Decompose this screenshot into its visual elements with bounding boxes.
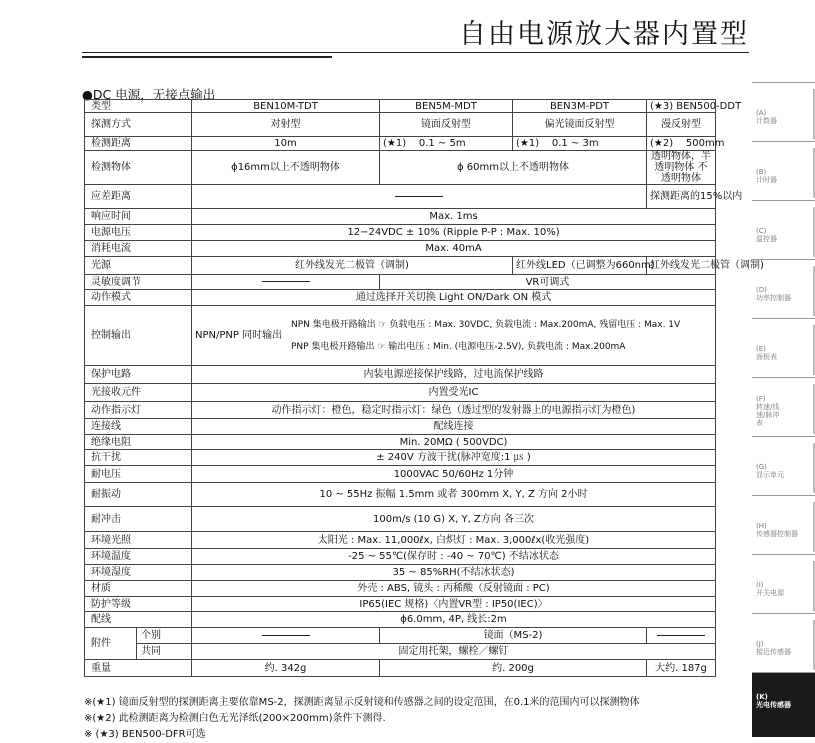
label-type: 类型 [85,100,192,113]
label-light-source: 光源 [85,257,192,275]
sidebar-code: (B) [756,168,767,176]
hysteresis-value: 探测距离的15%以内 [647,185,716,209]
model-3: BEN3M-PDT [513,100,647,113]
row-mode [85,290,716,306]
label-indicator: 动作指示灯 [85,402,192,419]
dash-mark [395,196,443,197]
model-2: BEN5M-MDT [380,100,513,113]
light-source-3: 红外线发光二极管（调制) [647,257,716,275]
weight-1: 约. 342g [192,660,380,677]
sidebar-label: 接近传感器 [756,648,791,656]
distance-3-note: (★1) [516,138,540,149]
row-withstand [85,466,716,483]
vibration-value: 10 ~ 55Hz 振幅 1.5mm 或者 300mm X, Y, Z 方向 2小时 [192,483,716,507]
label-current: 消耗电流 [85,241,192,257]
label-humidity: 环境湿度 [85,565,192,581]
accessory-common-value: 固定用托架，螺栓／螺钉 [192,644,716,660]
distance-2-value: 0.1 ~ 5m [418,138,466,149]
sidebar-code: (K) [756,693,768,701]
control-prefix: NPN/PNP 同时输出 [195,330,283,341]
sidebar-item-power-controller[interactable] [752,259,815,318]
row-sensitivity [85,275,716,290]
sidebar-item-display-unit[interactable] [752,436,815,495]
ambient-light-value: 太阳光 : Max. 11,000ℓx, 白炽灯 : Max. 3,000ℓx(收光强度) [192,532,716,549]
row-control [85,306,716,366]
label-accessory: 附件 [85,628,137,660]
sidebar-item-temp-controller[interactable] [752,200,815,259]
label-vibration: 耐振动 [85,483,192,507]
sensitivity-empty [192,275,380,290]
label-material: 材质 [85,581,192,597]
sidebar-code: (H) [756,522,767,530]
label-detect-method: 探测方式 [85,113,192,137]
label-shock: 耐冲击 [85,507,192,532]
object-3: 透明物体，半透明物体 不透明物体 [647,151,716,185]
row-indicator [85,402,716,419]
shock-value: 100m/s (10 G) X, Y, Z方向 各三次 [192,507,716,532]
label-sensitivity: 灵敏度调节 [85,275,192,290]
row-response [85,209,716,225]
sidebar-item-panel-meter[interactable] [752,318,815,377]
humidity-value: 35 ~ 85%RH(不结冰状态) [192,565,716,581]
row-protection [85,366,716,384]
row-hysteresis [85,185,716,209]
sidebar-label: 计时器 [756,176,777,184]
sidebar-label: 光电传感器 [756,701,791,709]
row-receiver [85,384,716,402]
dash-mark [262,635,310,636]
row-ambient-light [85,532,716,549]
detect-method-2: 镜面反射型 [380,113,513,137]
label-distance: 检测距离 [85,137,192,151]
spec-table [84,99,764,677]
sidebar-code: (D) [756,286,767,294]
label-object: 检测物体 [85,151,192,185]
row-voltage [85,225,716,241]
distance-4-note: (★2) [650,138,674,149]
label-response: 响应时间 [85,209,192,225]
noise-value: ± 240V 方波干扰(脉冲宽度:1 ㎲ ) [192,450,716,466]
sidebar-item-photo-sensor[interactable] [752,672,815,737]
row-rating [85,597,716,612]
label-temperature: 环境温度 [85,549,192,565]
accessory-individual-empty [192,628,380,644]
dash-mark [262,281,310,282]
sidebar-item-power-supply[interactable] [752,554,815,613]
dash-mark [657,635,705,636]
page-title: 自由电源放大器内置型 [459,19,749,50]
temperature-value: -25 ~ 55℃(保存时 : -40 ~ 70℃) 不结冰状态 [192,549,716,565]
row-temperature [85,549,716,565]
sidebar-label: 功率控制器 [756,294,791,302]
distance-1: 10m [192,137,380,151]
label-voltage: 电源电压 [85,225,192,241]
detect-method-4: 漫反射型 [647,113,716,137]
row-accessory-individual [85,628,716,644]
row-object [85,151,716,185]
label-protection: 保护电路 [85,366,192,384]
connection-value: 配线连接 [192,419,716,435]
sidebar-label: 显示单元 [756,471,784,479]
label-mode: 动作模式 [85,290,192,306]
response-value: Max. 1ms [192,209,716,225]
sidebar-label: 转速/线速/脉冲表 [756,403,780,427]
row-shock [85,507,716,532]
distance-2-note: (★1) [383,138,407,149]
control-value [192,306,716,366]
row-type [85,100,716,113]
row-humidity [85,565,716,581]
receiver-value: 内置受光IC [192,384,716,402]
label-hysteresis: 应差距离 [85,185,192,209]
sidebar-code: (G) [756,463,767,471]
row-weight [85,660,716,677]
distance-4-value: 500mm [685,138,725,149]
sidebar-item-timer[interactable] [752,141,815,200]
sidebar-code: (I) [756,581,764,589]
model-4: (★3) BEN500-DDT [647,100,716,113]
sidebar-label: 传感器控制器 [756,530,798,538]
insulation-value: Min. 20MΩ ( 500VDC) [192,435,716,450]
sidebar-item-counter[interactable] [752,82,815,141]
sidebar-label: 面板表 [756,353,777,361]
sensitivity-value: VR可调式 [380,275,716,290]
row-light-source [85,257,716,275]
sidebar-code: (E) [756,345,766,353]
row-connection [85,419,716,435]
row-current [85,241,716,257]
label-accessory-common: 共同 [137,644,192,660]
label-connection: 连接线 [85,419,192,435]
weight-3: 大约. 187g [647,660,716,677]
sidebar-code: (A) [756,109,767,117]
distance-3 [513,137,647,151]
label-ambient-light: 环境光照 [85,532,192,549]
row-accessory-common [85,644,716,660]
accessory-individual-empty-2 [647,628,716,644]
protection-value: 内装电源逆接保护线路，过电流保护线路 [192,366,716,384]
object-1: ϕ16mm以上不透明物体 [192,151,380,185]
sidebar-label: 开关电源 [756,589,784,597]
footnote-1: ※(★1) 镜面反射型的探测距离主要依靠MS-2，探测距离显示反射镜和传感器之间的设定范围，在0.1米的范围内可以探测物体 [84,697,640,708]
detect-method-3: 偏光镜面反射型 [513,113,647,137]
sidebar-item-sensor-controller[interactable] [752,495,815,554]
sidebar-code: (C) [756,227,767,235]
sidebar-code: (F) [756,395,766,403]
row-insulation [85,435,716,450]
footnote-2: ※(★2) 此检测距离为检测白色无光泽纸(200×200mm)条件下测得. [84,713,386,724]
sidebar-item-tachometer[interactable] [752,377,815,436]
object-2: ϕ 60mm以上不透明物体 [380,151,647,185]
distance-4 [647,137,725,151]
material-value: 外壳 : ABS, 镜头 : 丙稀酸（反射镜面 : PC) [192,581,716,597]
row-detect-method [85,113,716,137]
row-noise [85,450,716,466]
light-source-1: 红外线发光二极管（调制) [192,257,513,275]
sidebar-label: 温控器 [756,235,777,243]
title-rule [82,52,749,53]
title-accent-rule [82,56,332,58]
detect-method-1: 对射型 [192,113,380,137]
row-vibration [85,483,716,507]
row-material [85,581,716,597]
label-control: 控制输出 [85,306,192,366]
withstand-value: 1000VAC 50/60Hz 1分钟 [192,466,716,483]
hysteresis-empty [192,185,647,209]
label-withstand: 耐电压 [85,466,192,483]
label-weight: 重量 [85,660,192,677]
distance-2 [380,137,513,151]
accessory-individual-value: 镜面（MS-2) [380,628,647,644]
footnote-3: ※ (★3) BEN500-DFR可选 [84,729,206,740]
label-receiver: 光接收元件 [85,384,192,402]
row-distance [85,137,716,151]
label-wiring: 配线 [85,612,192,628]
label-noise: 抗干扰 [85,450,192,466]
sidebar-item-proximity-sensor[interactable] [752,613,815,672]
rating-value: IP65(IEC 规格)〈内置VR型 : IP50(IEC)〉 [192,597,716,612]
label-rating: 防护等级 [85,597,192,612]
label-insulation: 绝缘电阻 [85,435,192,450]
category-sidebar [752,82,815,737]
sidebar-label: 计数器 [756,117,777,125]
label-accessory-individual: 个别 [137,628,192,644]
distance-3-value: 0.1 ~ 3m [551,138,599,149]
sidebar-code: (J) [756,640,764,648]
mode-value: 通过选择开关切换 Light ON/Dark ON 模式 [192,290,716,306]
current-value: Max. 40mA [192,241,716,257]
light-source-2: 红外线LED（已调整为660nm) [513,257,647,275]
row-wiring [85,612,716,628]
control-npn-line: NPN 集电极开路输出 ☞ 负载电压 : Max. 30VDC, 负载电流 : Max.200mA, 残留电压 : Max. 1V [291,319,681,330]
control-pnp-line: PNP 集电极开路输出 ☞ 输出电压 : Min. (电源电压-2.5V), 负载电流 : Max.200mA [291,341,626,352]
weight-2: 约. 200g [380,660,647,677]
footnotes [84,695,640,743]
indicator-value: 动作指示灯：橙色，稳定时指示灯：绿色（透过型的发射器上的电源指示灯为橙色) [192,402,716,419]
voltage-value: 12−24VDC ± 10% (Ripple P-P : Max. 10%) [192,225,716,241]
model-1: BEN10M-TDT [192,100,380,113]
section-title: ●DC 电源，无接点输出 [82,87,216,102]
wiring-value: ϕ6.0mm, 4P, 线长:2m [192,612,716,628]
